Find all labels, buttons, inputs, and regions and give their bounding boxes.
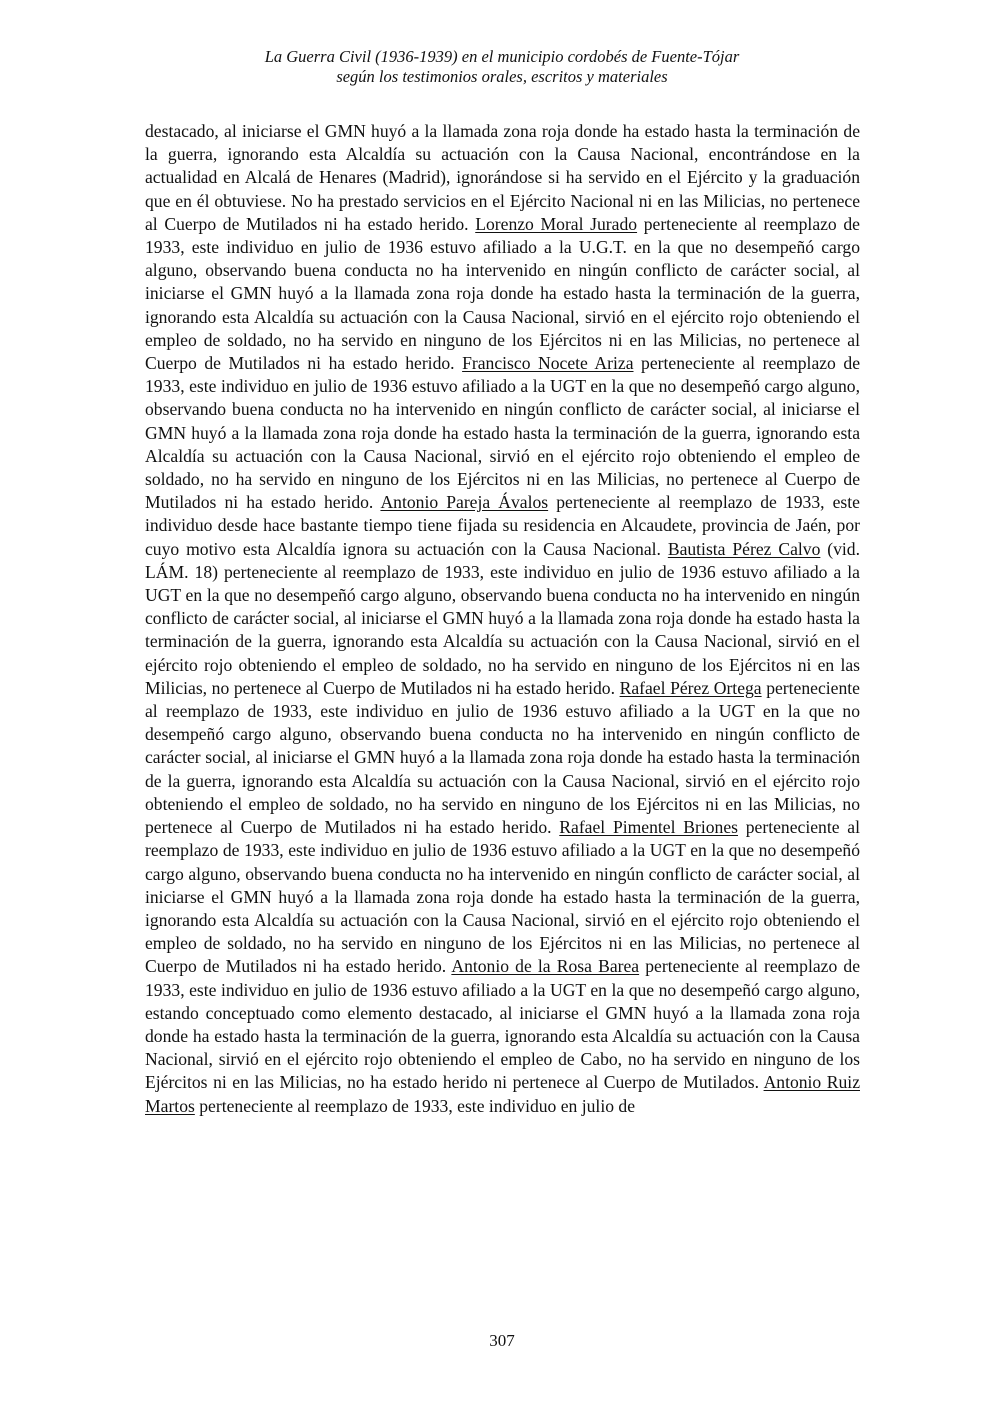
person-name: Antonio Pareja Ávalos [380,492,549,513]
running-header [0,47,1004,87]
header-title-line-2: según los testimonios orales, escritos y materiales [336,67,668,86]
body-text-segment: perteneciente al reemplazo de 1933, este individuo en julio de 1936 estuvo afiliado a la UGT en la que no desempeñó cargo alguno, observando buena conducta no ha intervenido en ningún conflicto de carácter social, al iniciarse el GMN huyó a la llamada zona roja donde ha estado hasta la terminación de la guerra, ignorando esta Alcaldía su actuación con la Causa Nacional, sirvió en el ejército rojo obteniendo el empleo de soldado, no ha servido en ninguno de los Ejércitos ni en las Milicias, no pertenece al Cuerpo de Mutilados ni ha estado herido. [145,817,860,977]
person-name: Rafael Pérez Ortega [619,677,762,698]
person-name: Bautista Pérez Calvo [667,538,821,559]
body-paragraph [145,120,860,1118]
person-name: Rafael Pimentel Briones [559,817,738,838]
body-text-segment: perteneciente al reemplazo de 1933, este individuo en julio de 1936 estuvo afiliado a la UGT en la que no desempeñó cargo alguno, observando buena conducta no ha intervenido en ningún conflicto de carácter social, al iniciarse el GMN huyó a la llamada zona roja donde ha estado hasta la terminación de la guerra, ignorando esta Alcaldía su actuación con la Causa Nacional, sirvió en el ejército rojo obteniendo el empleo de soldado, no ha servido en ninguno de los Ejércitos ni en las Milicias, no pertenece al Cuerpo de Mutilados ni ha estado herido. [145,353,860,513]
body-text-segment: perteneciente al reemplazo de 1933, este individuo en julio de [194,1095,636,1116]
body-text-segment: perteneciente al reemplazo de 1933, este individuo en julio de 1936 estuvo afiliado a la UGT en la que no desempeñó cargo alguno, estando conceptuado como elemento destacado, al iniciarse el GMN huyó a la llamada zona roja donde ha estado hasta la terminación de la guerra, ignorando esta Alcaldía su actuación con la Causa Nacional, sirvió en el ejército rojo obteniendo el empleo de Cabo, no ha servido en ninguno de los Ejércitos ni en las Milicias, no ha estado herido ni pertenece al Cuerpo de Mutilados. [145,956,861,1093]
person-name: Antonio de la Rosa Barea [451,956,640,977]
body-text-segment: perteneciente al reemplazo de 1933, este individuo desde hace bastante tiempo tiene fijada su residencia en Alcaudete, provincia de Jaén, por cuyo motivo esta Alcaldía ignora su actuación con la Causa Nacional. [145,492,860,559]
person-name: Antonio Ruiz Martos [145,1072,860,1116]
body-text-segment: perteneciente al reemplazo de 1933, este individuo en julio de 1936 estuvo afiliado a la U.G.T. en la que no desempeñó cargo alguno, observando buena conducta no ha intervenido en ningún conflicto de carácter social, al iniciarse el GMN huyó a la llamada zona roja donde ha estado hasta la terminación de la guerra, ignorando esta Alcaldía su actuación con la Causa Nacional, sirvió en el ejército rojo obteniendo el empleo de soldado, no ha servido en ninguno de los Ejércitos ni en las Milicias, no pertenece al Cuerpo de Mutilados ni ha estado herido. [145,213,860,374]
person-name: Francisco Nocete Ariza [462,353,634,374]
body-text-segment: destacado, al iniciarse el GMN huyó a la llamada zona roja donde ha estado hasta la terminación de la guerra, ignorando esta Alcaldía su actuación con la Causa Nacional, encontrándose en la actualidad en Alcalá de Henares (Madrid), ignorándose si ha servido en el Ejército y la graduación que en él obtuviese. No ha prestado servicios en el Ejército Nacional ni en las Milicias, no pertenece al Cuerpo de Mutilados ni ha estado herido. [145,121,860,234]
body-text-segment: (vid. LÁM. 18) perteneciente al reemplazo de 1933, este individuo en julio de 1936 estuvo afiliado a la UGT en la que no desempeñó cargo alguno, observando buena conducta no ha intervenido en ningún conflicto de carácter social, al iniciarse el GMN huyó a la llamada zona roja donde ha estado hasta la terminación de la guerra, ignorando esta Alcaldía su actuación con la Causa Nacional, sirvió en el ejército rojo obteniendo el empleo de soldado, no ha servido en ninguno de los Ejércitos ni en las Milicias, no pertenece al Cuerpo de Mutilados ni ha estado herido. [145,538,861,698]
person-name: Lorenzo Moral Jurado [475,213,638,234]
header-title-line-1: La Guerra Civil (1936-1939) en el municipio cordobés de Fuente-Tójar [264,47,740,66]
page-number: 307 [489,1331,515,1350]
body-text-segment: perteneciente al reemplazo de 1933, este individuo en julio de 1936 estuvo afiliado a la UGT en la que no desempeñó cargo alguno, observando buena conducta no ha intervenido en ningún conflicto de carácter social, al iniciarse el GMN huyó a la llamada zona roja donde ha estado hasta la terminación de la guerra, ignorando esta Alcaldía su actuación con la Causa Nacional, sirvió en el ejército rojo obteniendo el empleo de soldado, no ha servido en ninguno de los Ejércitos ni en las Milicias, no pertenece al Cuerpo de Mutilados ni ha estado herido. [145,677,860,838]
